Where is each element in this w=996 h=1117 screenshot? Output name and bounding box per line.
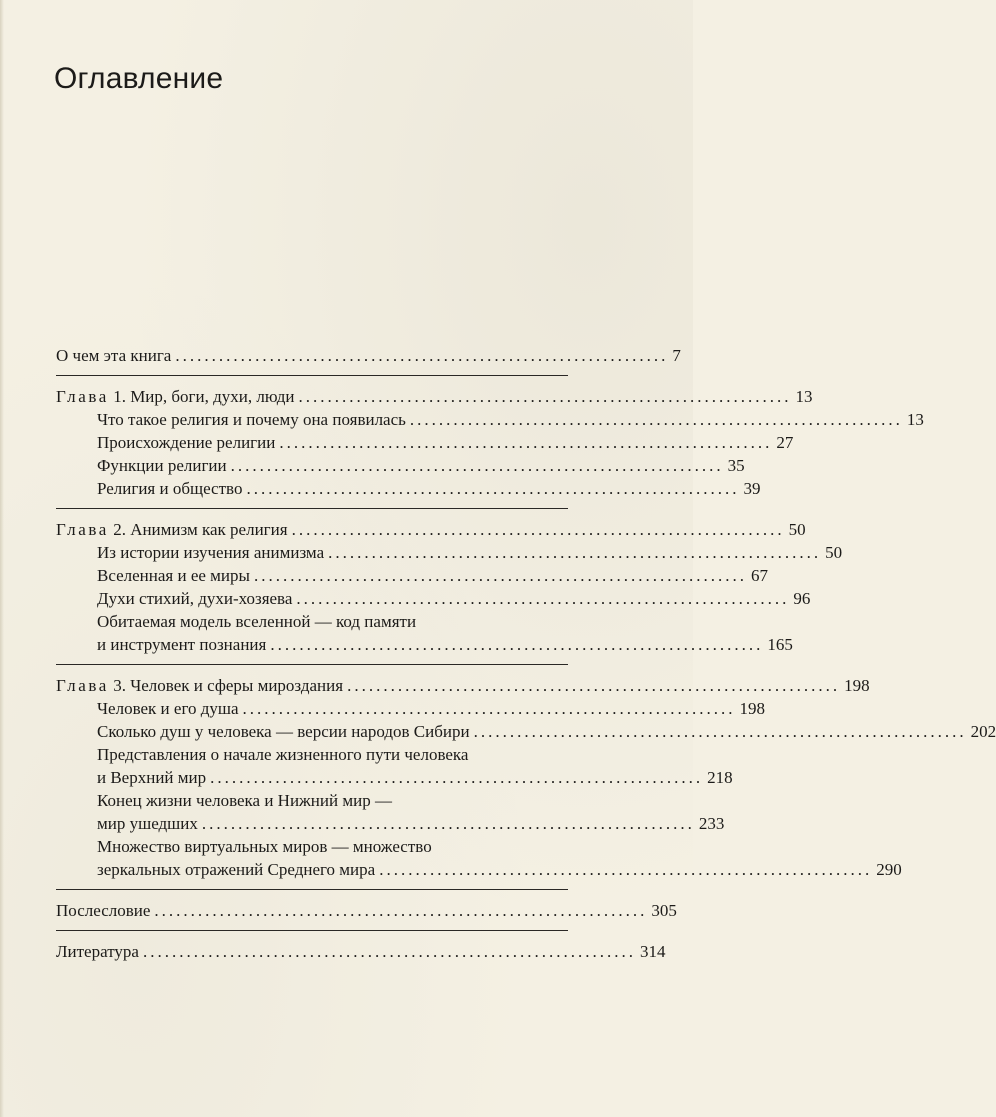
toc-chapter-2[interactable] [56,518,806,541]
dot-leader: .................................................................... [210,768,704,787]
toc-entry-afterword[interactable] [56,899,677,922]
toc-page-number: 314 [639,942,666,961]
dot-leader: .................................................................... [409,410,903,429]
toc-page-number: 305 [651,901,677,920]
dot-leader: .................................................................... [298,387,792,406]
toc-section[interactable] [56,477,761,500]
table-of-contents [56,344,996,963]
toc-page-number: 7 [672,346,681,365]
toc-section[interactable] [56,720,996,743]
toc-page-number: 35 [727,456,745,475]
toc-section-text: Духи стихий, духи-хозяева [97,589,293,608]
toc-page-number: 290 [876,860,902,879]
toc-entry-intro[interactable] [56,344,681,367]
toc-section-line2[interactable] [56,812,725,835]
toc-section-text: зеркальных отражений Среднего мира [97,860,376,879]
toc-section-line1[interactable] [56,610,568,633]
dot-leader: .................................................................... [230,456,724,475]
toc-page-number: 202 [970,722,996,741]
toc-section[interactable] [56,564,768,587]
dot-leader: .................................................................... [279,433,773,452]
toc-page-number: 198 [739,699,766,718]
toc-section-text: Что такое религия и почему она появилась [97,410,406,429]
dot-leader: .................................................................... [473,722,967,741]
toc-entry-text: Послесловие [56,901,151,920]
toc-page-number: 50 [825,543,843,562]
toc-section-text: и инструмент познания [97,635,267,654]
toc-section-text: Сколько душ у человека — версии народов Сибири [97,722,470,741]
toc-page-number: 165 [767,635,793,654]
chapter-title: 3. Человек и сферы мироздания [113,676,344,695]
toc-section-text: Конец жизни человека и Нижний мир — [97,791,392,810]
section-divider [56,375,568,376]
toc-page-number: 13 [795,387,813,406]
chapter-label: Глава [56,676,109,695]
toc-section-text: Функции религии [97,456,227,475]
dot-leader: .................................................................... [291,520,785,539]
dot-leader: .................................................................... [142,942,636,961]
toc-section[interactable] [56,541,843,564]
dot-leader: .................................................................... [154,901,648,920]
toc-section[interactable] [56,408,924,431]
toc-page-number: 27 [776,433,794,452]
toc-section-text: Множество виртуальных миров — множество [97,837,432,856]
toc-section[interactable] [56,587,811,610]
toc-page-number: 67 [750,566,768,585]
toc-section-line1[interactable] [56,743,568,766]
toc-section-text: Происхождение религии [97,433,276,452]
dot-leader: .................................................................... [253,566,747,585]
dot-leader: .................................................................... [347,676,841,695]
toc-section[interactable] [56,454,745,477]
toc-entry-literature[interactable] [56,940,666,963]
toc-section-text: и Верхний мир [97,768,207,787]
toc-section-text: Из истории изучения анимизма [97,543,325,562]
chapter-title: 1. Мир, боги, духи, люди [113,387,295,406]
dot-leader: .................................................................... [175,346,669,365]
toc-chapter-3[interactable] [56,674,870,697]
page-edge-shadow [0,0,4,1117]
section-divider [56,508,568,509]
toc-page-number: 233 [698,814,725,833]
toc-page-number: 39 [743,479,761,498]
chapter-label: Глава [56,387,109,406]
toc-section-text: мир ушедших [97,814,198,833]
toc-section-line2[interactable] [56,766,733,789]
toc-page-number: 96 [793,589,811,608]
toc-page-number: 218 [707,768,733,787]
toc-section-text: Человек и его душа [97,699,239,718]
toc-entry-text: Литература [56,942,139,961]
toc-section[interactable] [56,431,794,454]
toc-section-text: Обитаемая модель вселенной — код памяти [97,612,417,631]
toc-page-number: 50 [788,520,806,539]
toc-section-line1[interactable] [56,835,568,858]
dot-leader: .................................................................... [201,814,695,833]
section-divider [56,889,568,890]
dot-leader: .................................................................... [328,543,822,562]
toc-section-text: Религия и общество [97,479,243,498]
section-divider [56,664,568,665]
section-divider [56,930,568,931]
page-title: Оглавление [54,62,224,95]
toc-chapter-1[interactable] [56,385,813,408]
dot-leader: .................................................................... [242,699,736,718]
toc-page-number: 13 [906,410,924,429]
toc-section-line2[interactable] [56,858,902,881]
toc-section[interactable] [56,697,766,720]
toc-section-text: Вселенная и ее миры [97,566,250,585]
toc-page-number: 198 [844,676,870,695]
dot-leader: .................................................................... [296,589,790,608]
chapter-title: 2. Анимизм как религия [113,520,288,539]
chapter-label: Глава [56,520,109,539]
dot-leader: .................................................................... [379,860,873,879]
toc-section-text: Представления о начале жизненного пути человека [97,745,469,764]
dot-leader: .................................................................... [270,635,764,654]
toc-section-line2[interactable] [56,633,793,656]
toc-entry-text: О чем эта книга [56,346,172,365]
dot-leader: .................................................................... [246,479,740,498]
toc-section-line1[interactable] [56,789,568,812]
